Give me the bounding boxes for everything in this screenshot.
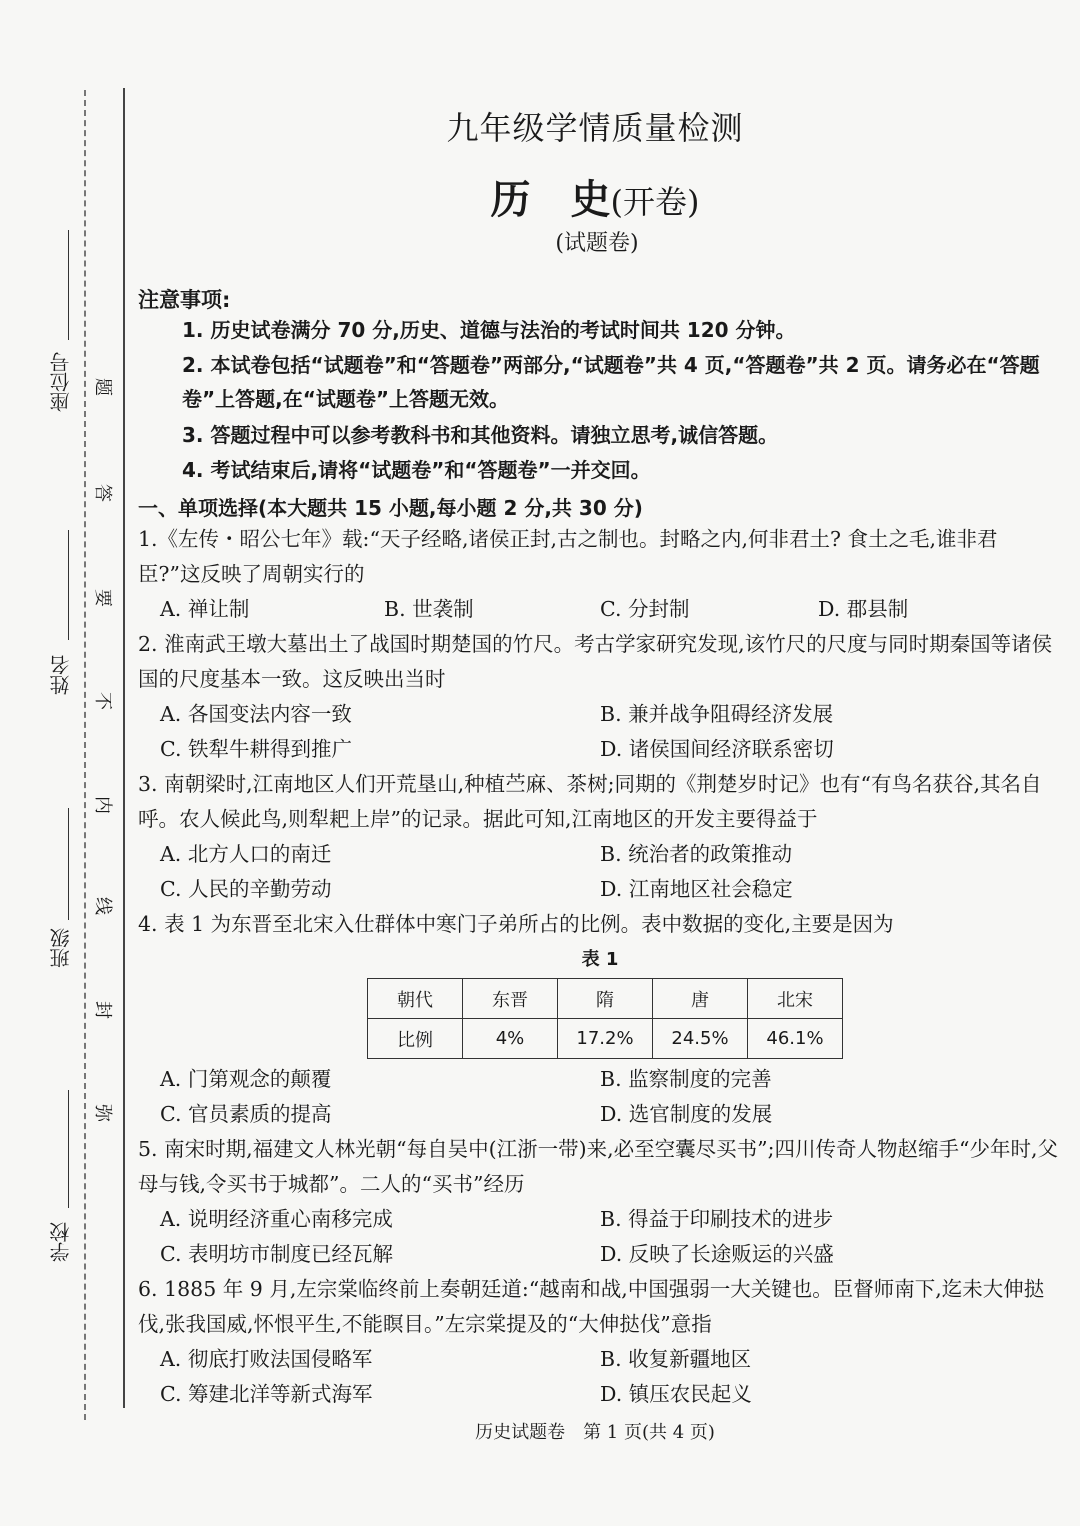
- option-b[interactable]: B. 兼并战争阻碍经济发展: [600, 702, 834, 726]
- option-c[interactable]: C. 铁犁牛耕得到推广: [160, 737, 352, 761]
- margin-rule: [123, 88, 125, 1408]
- seal-char: 弥: [92, 1104, 113, 1122]
- option-b[interactable]: B. 世袭制: [384, 597, 474, 621]
- option-d[interactable]: D. 郡县制: [818, 597, 909, 621]
- table-cell: 东晋: [463, 979, 558, 1019]
- seal-char: 内: [92, 796, 113, 814]
- school-blank[interactable]: [68, 1090, 69, 1208]
- option-d[interactable]: D. 镇压农民起义: [600, 1382, 752, 1406]
- option-c[interactable]: C. 表明坊市制度已经瓦解: [160, 1242, 393, 1266]
- seal-char: 要: [92, 589, 113, 607]
- table-cell: 比例: [368, 1019, 463, 1059]
- seat-number-label: 座位号: [49, 352, 73, 412]
- question-stem: 6. 1885 年 9 月,左宗棠临终前上奏朝廷道:“越南和战,中国强弱一大关键也。臣督师南下,迄未大伸挞伐,张我国威,怀恨平生,不能瞑目。”左宗棠提及的“大伸挞伐”意指: [138, 1277, 1045, 1336]
- paper-type: (试题卷): [555, 231, 639, 256]
- school-label: 学校: [49, 1222, 73, 1262]
- option-b[interactable]: B. 统治者的政策推动: [600, 842, 793, 866]
- binding-dashed-line: [84, 90, 86, 1420]
- option-a[interactable]: A. 禅让制: [160, 597, 250, 621]
- name-blank[interactable]: [68, 530, 69, 640]
- option-b[interactable]: B. 得益于印刷技术的进步: [600, 1207, 834, 1231]
- option-a[interactable]: A. 彻底打败法国侵略军: [160, 1347, 373, 1371]
- table-cell: 隋: [558, 979, 653, 1019]
- table-cell: 朝代: [368, 979, 463, 1019]
- table-cell: 17.2%: [558, 1019, 653, 1059]
- option-a[interactable]: A. 说明经济重心南移完成: [160, 1207, 393, 1231]
- subject-note: (开卷): [610, 183, 700, 221]
- seal-char: 封: [92, 1001, 113, 1019]
- table-cell: 4%: [463, 1019, 558, 1059]
- page-footer: 历史试题卷 第 1 页(共 4 页): [475, 1422, 715, 1443]
- table-cell: 46.1%: [748, 1019, 843, 1059]
- question-stem: 5. 南宋时期,福建文人林光朝“每自吴中(江浙一带)来,必至空囊尽买书”;四川传奇人物赵缩手“少年时,父母与钱,令买书于城都”。二人的“买书”经历: [138, 1137, 1058, 1196]
- option-d[interactable]: D. 诸侯国间经济联系密切: [600, 737, 834, 761]
- notes-heading: 注意事项:: [138, 288, 231, 312]
- option-a[interactable]: A. 门第观念的颠覆: [160, 1067, 332, 1091]
- option-c[interactable]: C. 官员素质的提高: [160, 1102, 332, 1126]
- option-b[interactable]: B. 监察制度的完善: [600, 1067, 772, 1091]
- seal-char: 线: [92, 897, 113, 915]
- table-cell: 唐: [653, 979, 748, 1019]
- section-title: 一、单项选择(本大题共 15 小题,每小题 2 分,共 30 分): [138, 496, 643, 520]
- option-d[interactable]: D. 反映了长途贩运的兴盛: [600, 1242, 834, 1266]
- option-c[interactable]: C. 筹建北洋等新式海军: [160, 1382, 373, 1406]
- table-1: [367, 978, 843, 1059]
- table-row: [368, 1019, 843, 1059]
- table-caption: 表 1: [581, 949, 619, 970]
- class-label: 班级: [49, 928, 73, 968]
- seal-char: 答: [92, 484, 113, 502]
- name-label: 姓名: [49, 655, 73, 695]
- table-cell: 24.5%: [653, 1019, 748, 1059]
- option-d[interactable]: D. 选官制度的发展: [600, 1102, 773, 1126]
- option-b[interactable]: B. 收复新疆地区: [600, 1347, 752, 1371]
- option-a[interactable]: A. 各国变法内容一致: [160, 702, 352, 726]
- exam-title: 九年级学情质量检测: [446, 109, 744, 147]
- question-stem: 3. 南朝梁时,江南地区人们开荒垦山,种植苎麻、茶树;同期的《荆楚岁时记》也有“有鸟名获谷,其名自呼。农人候此鸟,则犁耙上岸”的记录。据此可知,江南地区的开发主要得益于: [138, 772, 1042, 831]
- option-c[interactable]: C. 人民的辛勤劳动: [160, 877, 332, 901]
- seal-char: 题: [92, 378, 113, 396]
- seal-char: 不: [92, 692, 113, 710]
- note-item: 2. 本试卷包括“试题卷”和“答题卷”两部分,“试题卷”共 4 页,“答题卷”共 2 页。请务必在“答题卷”上答题,在“试题卷”上答题无效。: [182, 353, 1040, 411]
- subject-title: [0, 168, 1080, 225]
- option-a[interactable]: A. 北方人口的南迁: [160, 842, 332, 866]
- note-item: 4. 考试结束后,请将“试题卷”和“答题卷”一并交回。: [182, 458, 651, 482]
- note-item: 1. 历史试卷满分 70 分,历史、道德与法治的考试时间共 120 分钟。: [182, 318, 796, 342]
- table-cell: 北宋: [748, 979, 843, 1019]
- table-row: [368, 979, 843, 1019]
- subject-name: 历 史: [490, 177, 611, 223]
- option-c[interactable]: C. 分封制: [600, 597, 690, 621]
- option-d[interactable]: D. 江南地区社会稳定: [600, 877, 793, 901]
- class-blank[interactable]: [68, 808, 69, 920]
- note-item: 3. 答题过程中可以参考教科书和其他资料。请独立思考,诚信答题。: [182, 423, 779, 447]
- question-stem: 1.《左传・昭公七年》载:“天子经略,诸侯正封,古之制也。封略之内,何非君土? 食土之毛,谁非君臣?”这反映了周朝实行的: [138, 527, 998, 586]
- question-stem: 4. 表 1 为东晋至北宋入仕群体中寒门子弟所占的比例。表中数据的变化,主要是因为: [138, 912, 894, 936]
- question-stem: 2. 淮南武王墩大墓出土了战国时期楚国的竹尺。考古学家研究发现,该竹尺的尺度与同时期秦国等诸侯国的尺度基本一致。这反映出当时: [138, 632, 1053, 691]
